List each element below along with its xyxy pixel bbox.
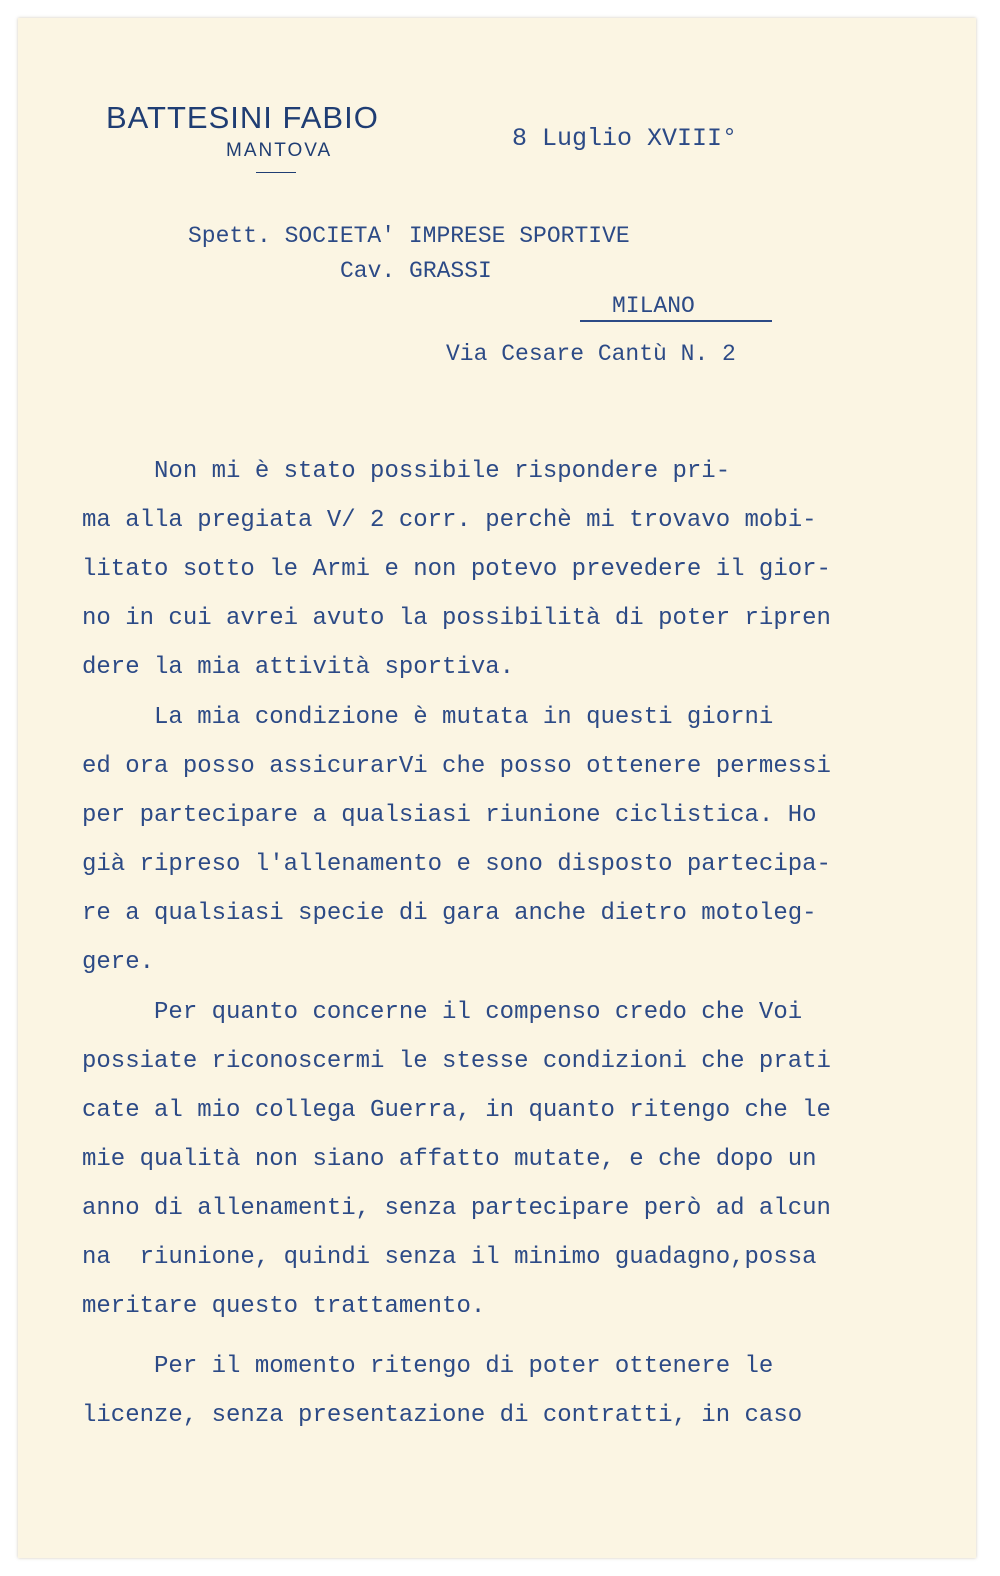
body-line: cate al mio collega Guerra, in quanto ritengo che le xyxy=(82,1097,831,1124)
body-line: anno di allenamenti, senza partecipare però ad alcun xyxy=(82,1195,831,1222)
letter-date: 8 Luglio XVIII° xyxy=(512,124,738,153)
body-line: gere. xyxy=(82,949,155,976)
body-line: licenze, senza presentazione di contratti, in caso xyxy=(82,1402,803,1429)
letterhead-city: MANTOVA xyxy=(226,140,333,161)
letterhead-name: BATTESINI FABIO xyxy=(106,100,379,135)
body-line: per partecipare a qualsiasi riunione ciclistica. Ho xyxy=(82,802,817,829)
body-line: meritare questo trattamento. xyxy=(82,1293,486,1320)
letterhead-divider xyxy=(256,172,296,173)
body-line: re a qualsiasi specie di gara anche dietro motoleg- xyxy=(82,900,817,927)
body-line: no in cui avrei avuto la possibilità di poter ripren xyxy=(82,605,831,632)
body-line: ma alla pregiata V/ 2 corr. perchè mi trovavo mobi- xyxy=(82,507,817,534)
body-line: Per quanto concerne il compenso credo che Voi xyxy=(82,999,803,1026)
recipient-line-4: Via Cesare Cantù N. 2 xyxy=(446,341,736,367)
body-line: dere la mia attività sportiva. xyxy=(82,654,515,681)
letter-sheet xyxy=(18,18,976,1558)
recipient-city-underline xyxy=(580,320,772,322)
body-line: litato sotto le Armi e non potevo prevedere il gior- xyxy=(82,556,831,583)
body-line: già ripreso l'allenamento e sono disposto partecipa- xyxy=(82,851,831,878)
body-line: na riunione, quindi senza il minimo guadagno,possa xyxy=(82,1244,817,1271)
recipient-line-3: MILANO xyxy=(612,293,695,319)
recipient-line-1: Spett. SOCIETA' IMPRESE SPORTIVE xyxy=(188,223,630,249)
body-line: La mia condizione è mutata in questi giorni xyxy=(82,704,774,731)
body-line: possiate riconoscermi le stesse condizioni che prati xyxy=(82,1048,831,1075)
body-line: ed ora posso assicurarVi che posso ottenere permessi xyxy=(82,753,831,780)
body-line: mie qualità non siano affatto mutate, e che dopo un xyxy=(82,1146,817,1173)
body-line: Per il momento ritengo di poter ottenere le xyxy=(82,1353,774,1380)
body-line: Non mi è stato possibile rispondere pri- xyxy=(82,458,731,485)
recipient-line-2: Cav. GRASSI xyxy=(340,258,492,284)
